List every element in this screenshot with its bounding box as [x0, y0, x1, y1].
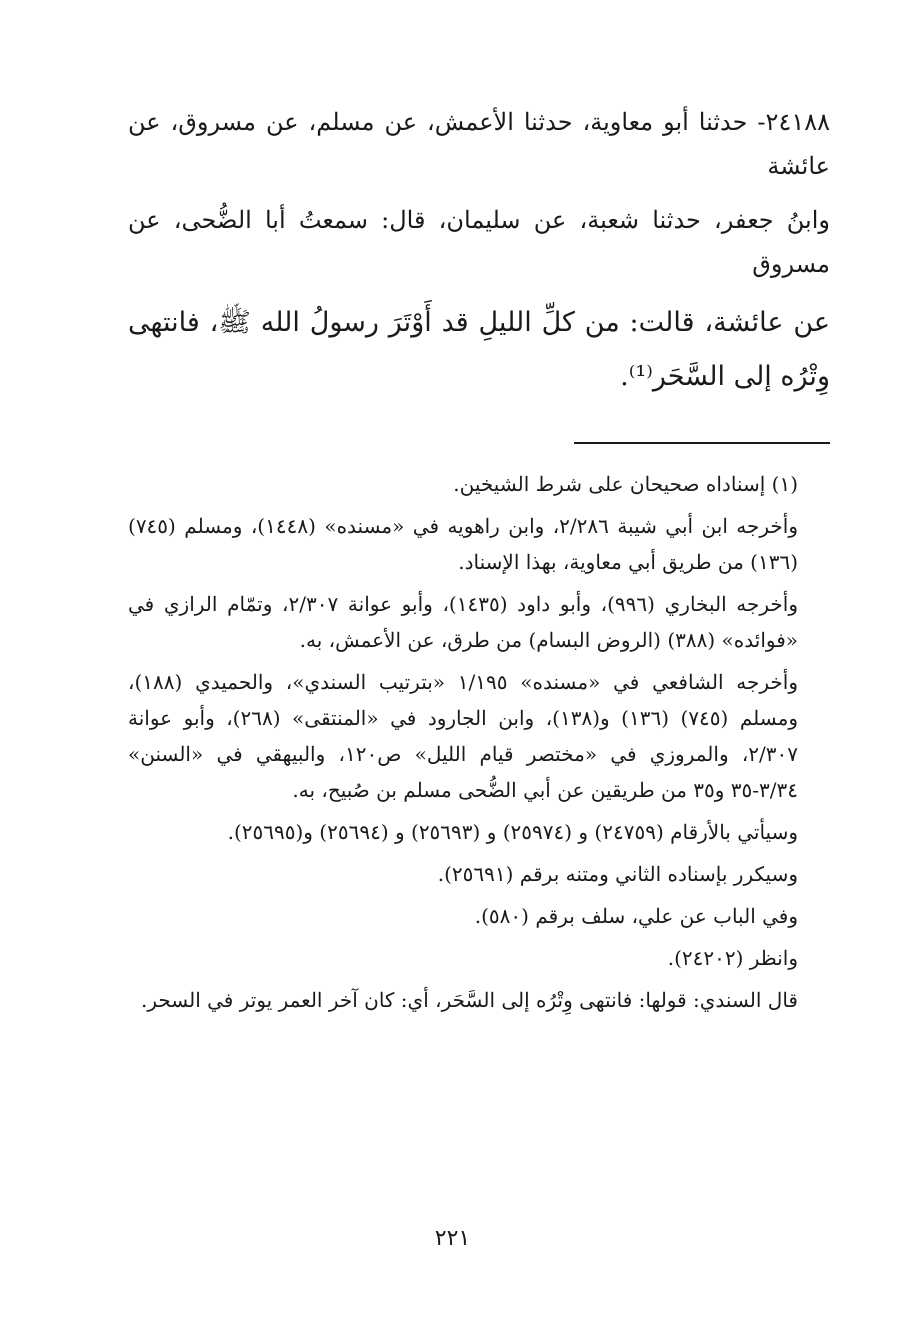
hadith-chain-1: ٢٤١٨٨- حدثنا أبو معاوية، حدثنا الأعمش، عن مسلم، عن مسروق، عن عائشة — [128, 108, 830, 180]
footnote-cross-ref-2: وسيكرر بإسناده الثاني ومتنه برقم (٢٥٦٩١). — [437, 862, 798, 886]
footnote-cross-ref-1: وسيأتي بالأرقام (٢٤٧٥٩) و (٢٥٩٧٤) و (٢٥٦٩٣) و (٢٥٦٩٤) و(٢٥٦٩٥). — [227, 820, 798, 844]
hadith-chain-2: وابنُ جعفر، حدثنا شعبة، عن سليمان، قال: سمعتُ أبا الضُّحى، عن مسروق — [128, 206, 830, 278]
page-content — [128, 100, 830, 1300]
footnote-cross-ref-3: وفي الباب عن علي، سلف برقم (٥٨٠). — [474, 904, 798, 928]
footnote-separator — [574, 442, 830, 444]
footnote-1: (١) إسناداه صحيحان على شرط الشيخين. — [453, 472, 798, 496]
footnote-takhrij-2: وأخرجه البخاري (٩٩٦)، وأبو داود (١٤٣٥)، وأبو عوانة ٢/٣٠٧، وتمّام الرازي في «فوائده» (٣٨٨) (الروض البسام) من طرق، عن الأعمش، به. — [128, 592, 798, 652]
footnote-takhrij-3: وأخرجه الشافعي في «مسنده» ١/١٩٥ «بترتيب السندي»، والحميدي (١٨٨)، ومسلم (٧٤٥) (١٣٦) و(١٣٨)، وابن الجارود في «المنتقى» (٢٦٨)، وأبو عوانة ٢/٣٠٧، والمروزي في «مختصر قيام الليل» ص١٢٠، والبيهقي في «السنن» ٣/٣٤-٣٥ و٣٥ من طريقين عن أبي الضُّحى مسلم بن صُبيح، به. — [128, 670, 798, 802]
footnote-commentary: قال السندي: قولها: فانتهى وِتْرُه إلى السَّحَر، أي: كان آخر العمر يوتر في السحر. — [140, 988, 798, 1012]
footnote-cross-ref-4: وانظر (٢٤٢٠٢). — [667, 946, 798, 970]
page-number: ٢٢١ — [434, 1226, 471, 1251]
footnote-takhrij-1: وأخرجه ابن أبي شيبة ٢/٢٨٦، وابن راهويه في «مسنده» (١٤٤٨)، ومسلم (٧٤٥) (١٣٦) من طريق أبي معاوية، بهذا الإسناد. — [128, 514, 799, 574]
hadith-text: عن عائشة، قالت: من كلِّ الليلِ قد أَوْتَرَ رسولُ الله ﷺ، فانتهى وِتْرُه إلى السَّحَر⁽¹⁾. — [128, 307, 830, 392]
